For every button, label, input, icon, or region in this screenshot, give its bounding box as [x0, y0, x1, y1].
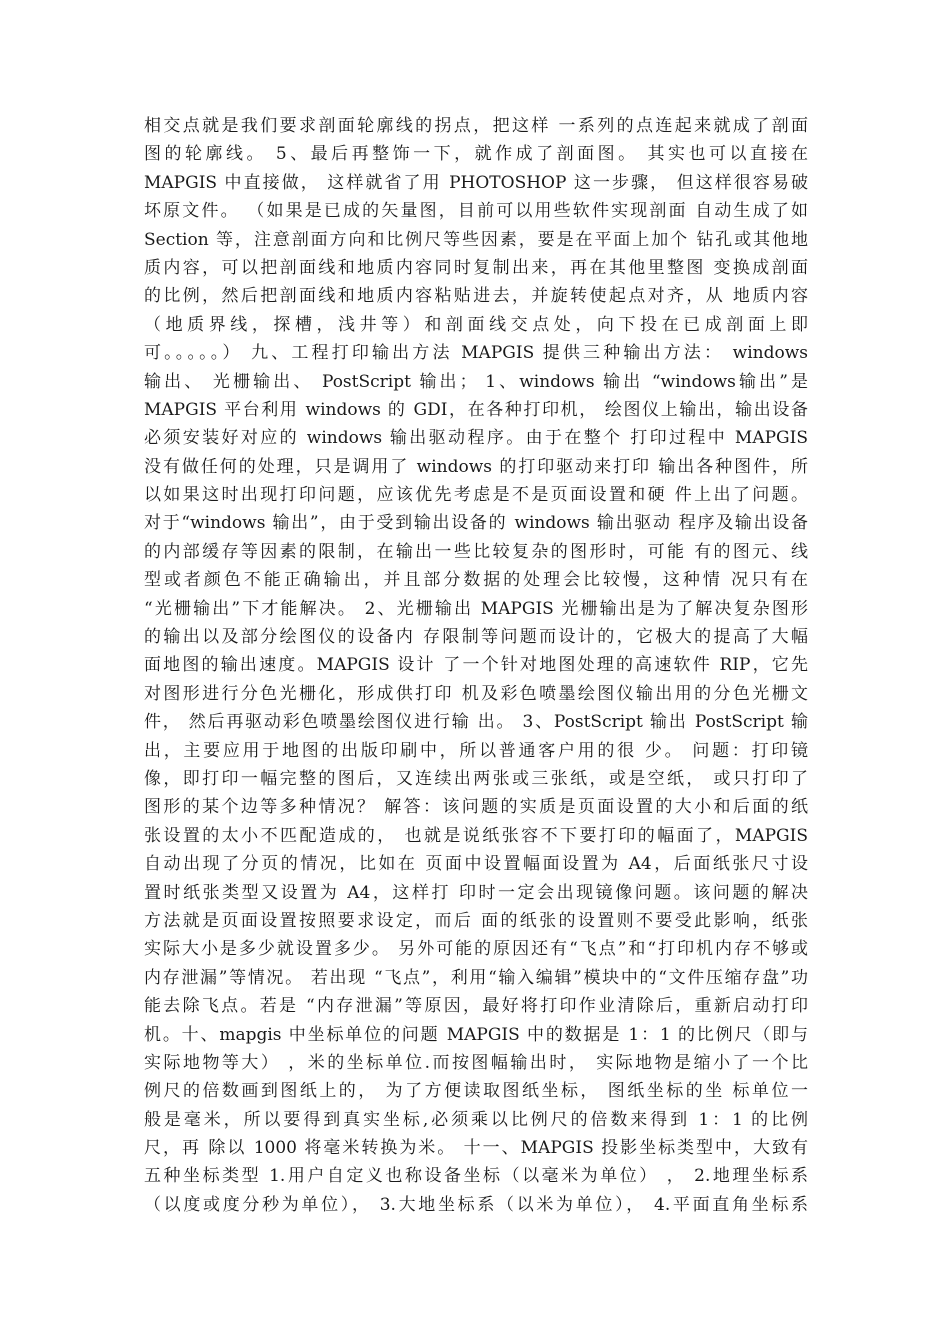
text-line: 没有做任何的处理，只是调用了 windows 的打印驱动来打印 输出各种图件，所	[144, 456, 808, 477]
text-line: 实际大小是多少就设置多少。 另外可能的原因还有“飞点”和“打印机内存不够或	[144, 939, 808, 960]
text-line: 的内部缓存等因素的限制，在输出一些比较复杂的图形时，可能 有的图元、线	[144, 541, 808, 562]
text-line: 内存泄漏”等情况。 若出现 “飞点”，利用“输入编辑”模块中的“文件压缩存盘”功	[144, 967, 808, 988]
text-line: 般是毫米，所以要得到真实坐标,必须乘以比例尺的倍数来得到 1：1 的比例	[144, 1109, 808, 1130]
body-text	[144, 112, 808, 1219]
text-line: （以度或度分秒为单位）， 3.大地坐标系（以米为单位）， 4.平面直角坐标系	[144, 1194, 808, 1215]
text-line: 置时纸张类型又设置为 A4，这样打 印时一定会出现镜像问题。该问题的解决	[144, 882, 808, 903]
text-line: 出，主要应用于地图的出版印刷中，所以普通客户用的很 少。 问题：打印镜	[144, 740, 808, 761]
text-line: 的比例，然后把剖面线和地质内容粘贴进去，并旋转使起点对齐，从 地质内容	[144, 286, 808, 307]
text-line: 实际地物等大） ，米的坐标单位.而按图幅输出时， 实际地物是缩小了一个比	[144, 1052, 808, 1073]
text-line: 五种坐标类型 1.用户自定义也称设备坐标（以毫米为单位） ， 2.地理坐标系	[144, 1166, 808, 1187]
text-line: 对于“windows 输出”，由于受到输出设备的 windows 输出驱动 程序及输出设备	[144, 513, 808, 534]
text-line: MAPGIS 平台利用 windows 的 GDI，在各种打印机， 绘图仪上输出，输出设备	[144, 399, 808, 420]
text-line: 质内容，可以把剖面线和地质内容同时复制出来，再在其他里整图 变换成剖面	[144, 257, 808, 278]
text-line: Section 等，注意剖面方向和比例尺等些因素，要是在平面上加个 钻孔或其他地	[144, 229, 808, 250]
text-line: “光栅输出”下才能解决。 2、光栅输出 MAPGIS 光栅输出是为了解决复杂图形	[144, 598, 808, 619]
text-line: 件， 然后再驱动彩色喷墨绘图仪进行输 出。 3、PostScript 输出 PostScript 输	[144, 712, 808, 733]
text-line: 方法就是页面设置按照要求设定，而后 面的纸张的设置则不要受此影响，纸张	[144, 910, 808, 931]
text-line: 坏原文件。 （如果是已成的矢量图，目前可以用些软件实现剖面 自动生成了如	[144, 201, 808, 222]
text-line: 输出、 光栅输出、 PostScript 输出； 1、windows 输出 “windows输出”是	[144, 371, 808, 392]
text-line: 相交点就是我们要求剖面轮廓线的拐点，把这样 一系列的点连起来就成了剖面	[144, 116, 808, 136]
text-line: （地质界线，探槽，浅井等）和剖面线交点处，向下投在已成剖面上即	[144, 314, 808, 335]
text-line: 例尺的倍数画到图纸上的， 为了方便读取图纸坐标， 图纸坐标的坐 标单位一	[144, 1081, 808, 1102]
text-line: 以如果这时出现打印问题，应该优先考虑是不是页面设置和硬 件上出了问题。	[144, 485, 808, 506]
text-line: 尺，再 除以 1000 将毫米转换为米。 十一、MAPGIS 投影坐标类型中，大致有	[144, 1138, 808, 1159]
text-line: MAPGIS 中直接做， 这样就省了用 PHOTOSHOP 这一步骤， 但这样很容易破	[144, 172, 808, 193]
text-line: 张设置的太小不匹配造成的， 也就是说纸张容不下要打印的幅面了，MAPGIS	[144, 825, 808, 846]
text-line: 必须安装好对应的 windows 输出驱动程序。由于在整个 打印过程中 MAPGIS	[144, 428, 808, 449]
text-line: 自动出现了分页的情况，比如在 页面中设置幅面设置为 A4，后面纸张尺寸设	[144, 854, 808, 875]
text-line: 对图形进行分色光栅化，形成供打印 机及彩色喷墨绘图仪输出用的分色光栅文	[144, 683, 808, 704]
text-line: 机。十、mapgis 中坐标单位的问题 MAPGIS 中的数据是 1：1 的比例尺（即与	[144, 1024, 808, 1045]
text-line: 可。。。。。） 九、工程打印输出方法 MAPGIS 提供三种输出方法： windows	[144, 343, 808, 364]
text-line: 像，即打印一幅完整的图后，又连续出两张或三张纸，或是空纸， 或只打印了	[144, 768, 808, 789]
text-line: 型或者颜色不能正确输出，并且部分数据的处理会比较慢，这种情 况只有在	[144, 570, 808, 591]
text-line: 面地图的输出速度。MAPGIS 设计 了一个针对地图处理的高速软件 RIP，它先	[144, 655, 808, 676]
text-line: 能去除飞点。若是 “内存泄漏”等原因，最好将打印作业清除后，重新启动打印	[144, 996, 808, 1017]
text-line: 图形的某个边等多种情况？ 解答：该问题的实质是页面设置的大小和后面的纸	[144, 797, 808, 818]
text-line: 图的轮廓线。 5、最后再整饰一下，就作成了剖面图。 其实也可以直接在	[144, 144, 808, 165]
text-line: 的输出以及部分绘图仪的设备内 存限制等问题而设计的，它极大的提高了大幅	[144, 627, 808, 648]
